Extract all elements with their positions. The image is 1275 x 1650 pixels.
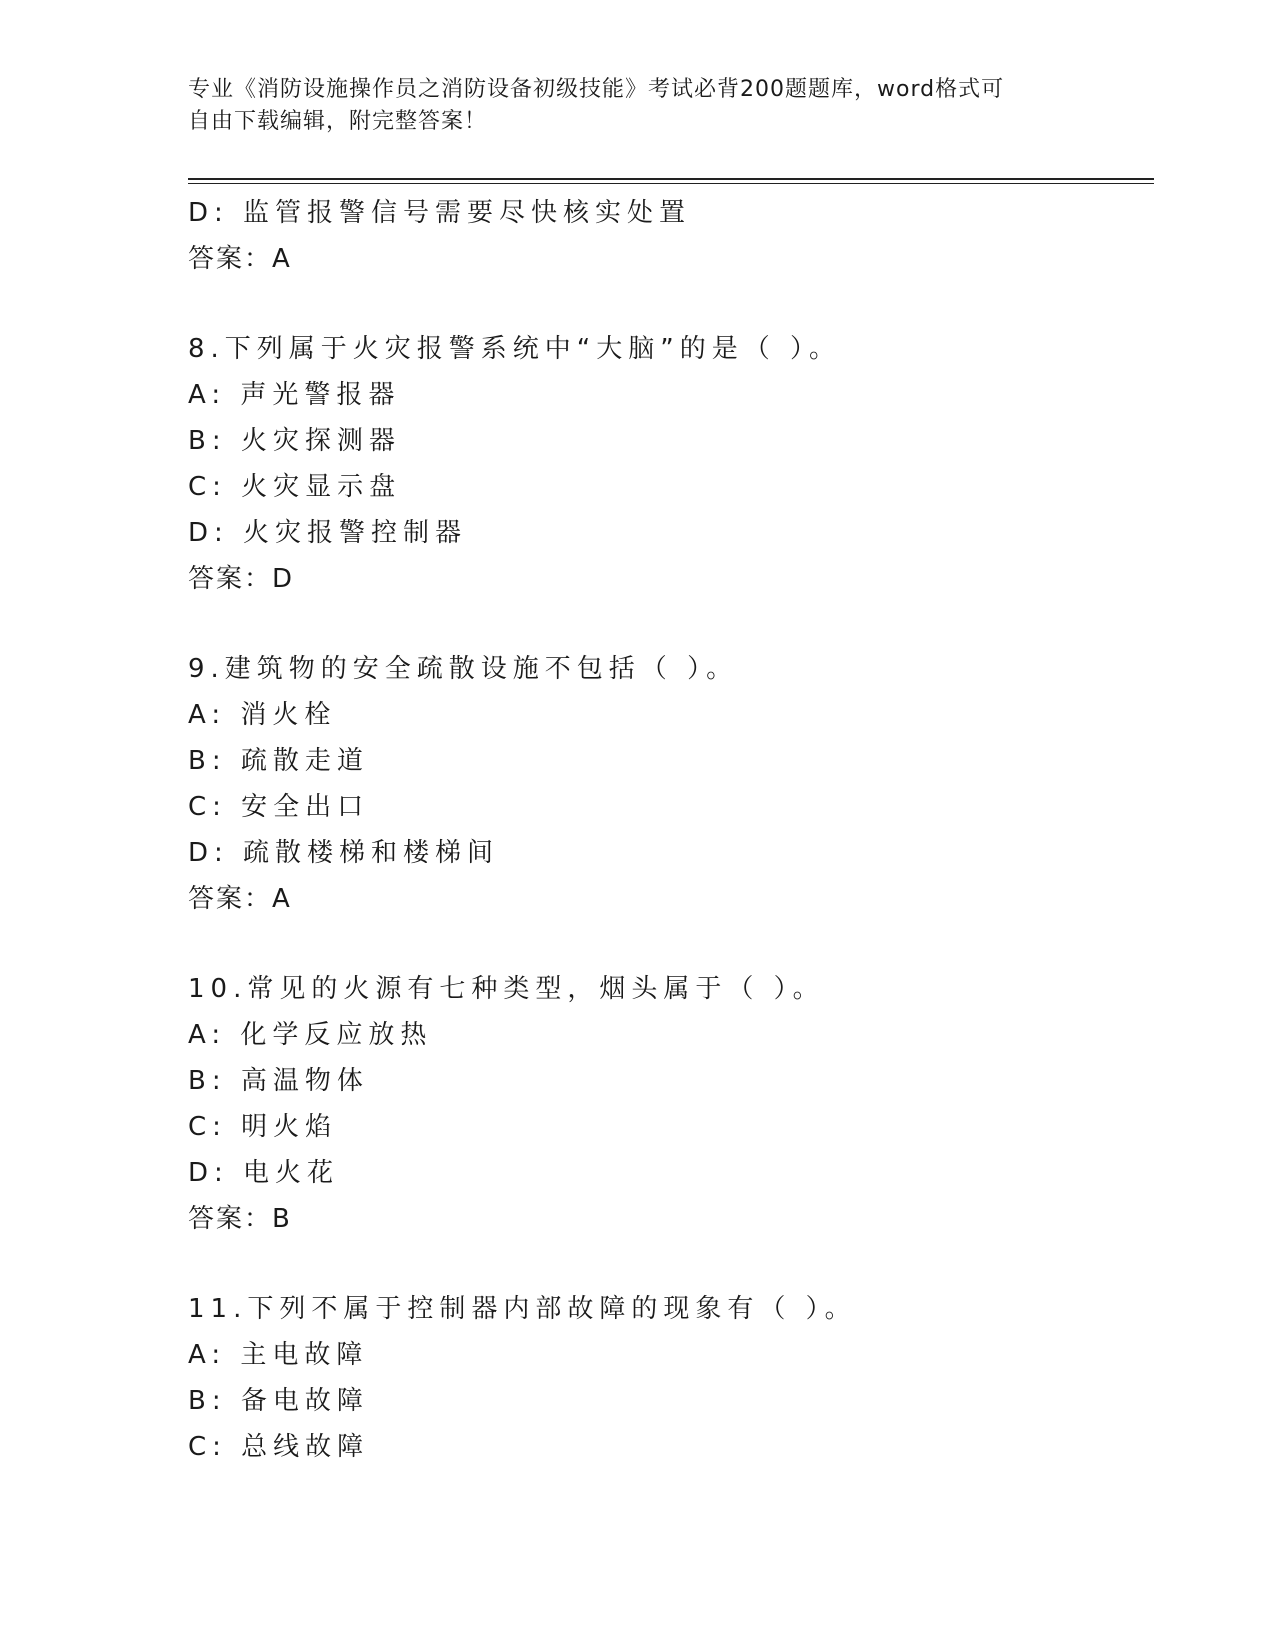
option-b: B: 疏散走道 (188, 746, 369, 776)
header-line-1: 专业《消防设施操作员之消防设备初级技能》考试必背200题题库，word格式可 (188, 77, 1005, 102)
answer: 答案：B (188, 1204, 292, 1234)
header-rule-thin (188, 183, 1154, 184)
question-stem: 8.下列属于火灾报警系统中“大脑”的是（ ）。 (188, 334, 842, 364)
question-11 (188, 1286, 1148, 1470)
question-list (188, 190, 1148, 1470)
option-d: D: 疏散楼梯和楼梯间 (188, 838, 500, 868)
answer: 答案：D (188, 564, 295, 594)
answer: 答案：A (188, 244, 292, 274)
option-c: C: 明火焰 (188, 1112, 338, 1142)
header-rule-thick (188, 178, 1154, 180)
option-d: D: 火灾报警控制器 (188, 518, 468, 548)
option-d: D: 监管报警信号需要尽快核实处置 (188, 198, 692, 228)
question-stem: 10.常见的火源有七种类型，烟头属于（ ）。 (188, 974, 825, 1004)
option-b: B: 火灾探测器 (188, 426, 401, 456)
option-b: B: 备电故障 (188, 1386, 369, 1416)
option-c: C: 安全出口 (188, 792, 370, 822)
document-header (188, 74, 1068, 138)
answer: 答案：A (188, 884, 292, 914)
question-stem: 9.建筑物的安全疏散设施不包括（ ）。 (188, 654, 739, 684)
question-10 (188, 966, 1148, 1242)
option-c: C: 火灾显示盘 (188, 472, 402, 502)
option-a: A: 声光警报器 (188, 380, 401, 410)
option-b: B: 高温物体 (188, 1066, 369, 1096)
option-c: C: 总线故障 (188, 1432, 370, 1462)
option-a: A: 消火栓 (188, 700, 337, 730)
option-d: D: 电火花 (188, 1158, 340, 1188)
question-stem: 11.下列不属于控制器内部故障的现象有（ ）。 (188, 1294, 857, 1324)
option-a: A: 化学反应放热 (188, 1020, 433, 1050)
question-8 (188, 326, 1148, 602)
question-9 (188, 646, 1148, 922)
header-line-2: 自由下载编辑，附完整答案！ (188, 109, 488, 134)
option-a: A: 主电故障 (188, 1340, 369, 1370)
